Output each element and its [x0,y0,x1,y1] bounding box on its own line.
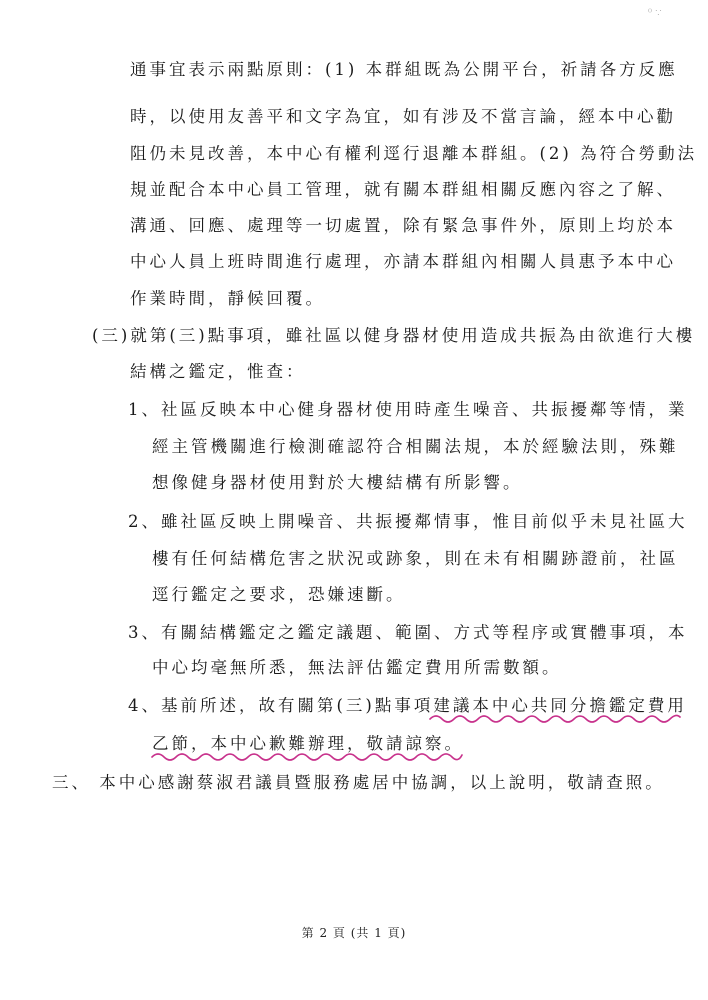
wavy-underline-path-1 [430,715,680,722]
intro-line-1: 通事宜表示兩點原則：(1) 本群組既為公開平台，祈請各方反應 [130,60,678,79]
wavy-underline-annotation-2 [150,750,464,764]
closing-paragraph: 三、 本中心感謝蔡淑君議員暨服務處居中協調，以上說明，敬請查照。 [52,773,665,792]
wavy-underline-annotation-1 [428,712,682,726]
item-4-line-1: 4、基前所述，故有關第(三)點事項建議本中心共同分擔鑑定費用 [128,696,687,715]
section-three-heading-line-1: (三)就第(三)點事項，雖社區以健身器材使用造成共振為由欲進行大樓 [92,326,696,345]
intro-line-7: 作業時間，靜候回覆。 [130,289,325,308]
page-footer: 第 2 頁 (共 1 頁) [301,926,407,940]
item-1-line-3: 想像健身器材使用對於大樓結構有所影響。 [152,473,523,492]
item-2-line-1: 2、雖社區反映上開噪音、共振擾鄰情事，惟目前似乎未見社區大 [128,512,688,531]
item-3-line-1: 3、有關結構鑑定之鑑定議題、範圍、方式等程序或實體事項，本 [128,623,688,642]
item-1-line-2: 經主管機關進行檢測確認符合相關法規，本於經驗法則，殊難 [152,437,679,456]
item-3-line-2: 中心均毫無所悉，無法評估鑑定費用所需數額。 [152,658,562,677]
intro-line-6: 中心人員上班時間進行處理，亦請本群組內相關人員惠予本中心 [130,252,676,271]
item-1-line-1: 1、社區反映本中心健身器材使用時產生噪音、共振擾鄰等情，業 [128,400,688,419]
intro-line-3: 阻仍未見改善，本中心有權利逕行退離本群組。(2) 為符合勞動法 [130,144,698,163]
item-4-line-2: 乙節，本中心歉難辦理，敬請諒察。 [152,734,464,753]
wavy-underline-path-2 [152,754,462,760]
intro-line-2: 時，以使用友善平和文字為宜，如有涉及不當言論，經本中心勸 [130,107,676,126]
intro-line-5: 溝通、回應、處理等一切處置，除有緊急事件外，原則上均於本 [130,216,676,235]
intro-line-4: 規並配合本中心員工管理，就有關本群組相關反應內容之了解、 [130,180,676,199]
corner-mark: ⁰ ∵ [648,8,662,19]
item-2-line-3: 逕行鑑定之要求，恐嫌速斷。 [152,585,406,604]
item-2-line-2: 樓有任何結構危害之狀況或跡象，則在未有相關跡證前，社區 [152,549,679,568]
section-three-heading-line-2: 結構之鑑定，惟查： [130,362,306,381]
